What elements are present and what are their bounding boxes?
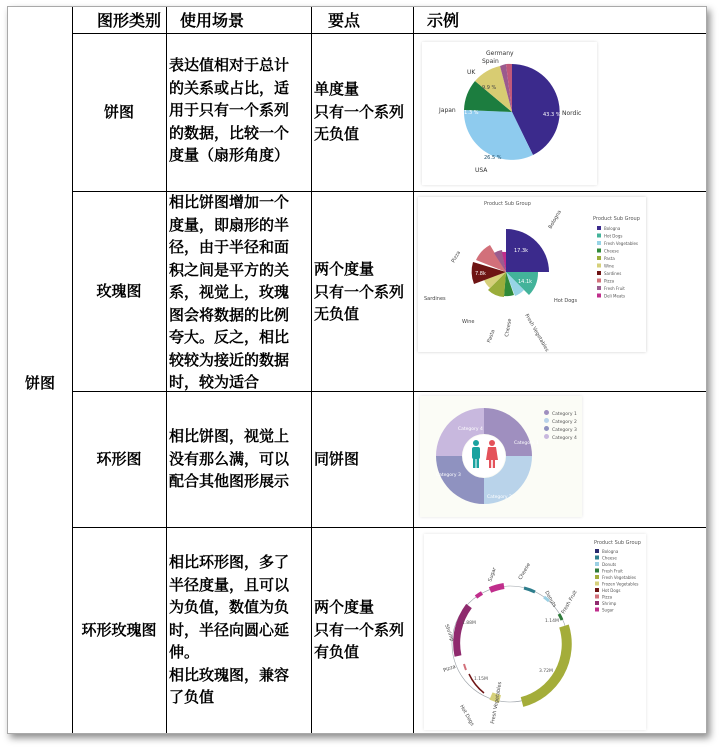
legend-label: Fresh Fruit: [604, 286, 625, 291]
scene-line: 相比玫瑰图，兼容: [169, 665, 290, 684]
legend-swatch: [597, 241, 601, 245]
points-line: 只有一个系列: [314, 620, 405, 639]
ring-arc-fresh-vegetables: [522, 626, 567, 702]
rose-axis-hotdogs: Hot Dogs: [554, 298, 578, 304]
points-ring-rose: [314, 596, 414, 664]
grid-line: [72, 191, 706, 192]
male-icon: [473, 458, 476, 468]
legend-label: Cheese: [604, 248, 619, 254]
legend-swatch: [595, 575, 599, 579]
donut-legend: [544, 410, 577, 441]
header-example: 示例: [427, 11, 460, 30]
rose-axis-wine: Wine: [462, 319, 475, 325]
scene-line: 较较为接近的数据: [169, 350, 290, 369]
scene-line: 了负值: [169, 688, 215, 706]
ring-arc-sugar: [476, 593, 482, 597]
legend-label: Frozen Vegetables: [602, 581, 639, 587]
scene-line: 的数据，比较一个: [169, 123, 290, 142]
row-name-rose: 玫瑰图: [96, 281, 142, 300]
legend-swatch: [544, 434, 549, 439]
legend-swatch: [597, 294, 601, 298]
legend-label: Donuts: [602, 562, 617, 567]
donut-label-category3: Category 3: [436, 473, 461, 478]
scene-line: 径，由于半径和面: [169, 238, 290, 256]
legend-swatch: [595, 608, 599, 612]
grid-line: [72, 527, 706, 528]
male-icon: [472, 447, 480, 459]
header-type: 图形类别: [97, 11, 162, 30]
ring-arc-pizza: [464, 664, 466, 670]
ring-rose-chart: [424, 534, 646, 730]
row-name-donut: 环形图: [96, 449, 142, 468]
grid-line: [72, 391, 706, 392]
ring-axis-shrimp: Shrimp: [443, 623, 455, 643]
legend-swatch: [544, 418, 549, 423]
pie-chart: [422, 42, 597, 185]
ring-value-4: 1.15M: [474, 677, 488, 682]
legend-swatch: [597, 249, 601, 253]
rose-title: Product Sub Group: [484, 201, 531, 207]
points-line: 只有一个系列: [314, 282, 405, 301]
rose-chart: [418, 197, 646, 352]
legend-label: Fresh Fruit: [602, 568, 623, 574]
legend-label: Category 4: [552, 436, 577, 441]
example-rose-image: [418, 197, 646, 352]
legend-label: Bologna: [602, 549, 619, 554]
points-line: 有负值: [314, 643, 360, 661]
scene-line: 时，半径向圆心延: [169, 620, 290, 639]
legend-label: Sugar: [602, 607, 614, 613]
scene-ring-rose: [169, 551, 313, 709]
legend-label: Category 1: [552, 412, 577, 417]
ring-value-3: 3.72M: [539, 669, 553, 674]
ring-arc-fresh-fruit: [559, 614, 562, 620]
female-icon: [489, 460, 491, 468]
legend-swatch: [595, 601, 599, 605]
scene-line: 系，视觉上，玫瑰: [169, 283, 290, 301]
header-points: 要点: [328, 11, 361, 30]
scene-line: 半径度量，且可以: [169, 575, 290, 594]
pie-value-japan: 11.3 %: [461, 110, 479, 116]
ring-arc-sugar-2: [490, 586, 504, 590]
female-icon: [489, 440, 495, 446]
legend-label: Hot Dogs: [602, 588, 621, 593]
table-frame: [7, 6, 707, 734]
ring-axis-donuts: Donuts: [543, 590, 558, 609]
rose-axis-sardines: Sardines: [424, 296, 446, 302]
legend-swatch: [544, 426, 549, 431]
scene-line: 没有那么满，可以: [169, 449, 290, 468]
legend-label: Shrimp: [602, 601, 617, 606]
legend-swatch: [595, 569, 599, 573]
legend-label: Wine: [604, 263, 614, 269]
male-icon: [477, 458, 480, 468]
legend-swatch: [597, 256, 601, 260]
example-ring-rose-image: [424, 534, 646, 730]
points-line: 无负值: [314, 305, 360, 323]
scene-line: 伸。: [169, 643, 200, 661]
scene-line: 为负值，数值为负: [169, 598, 290, 616]
legend-swatch: [597, 286, 601, 290]
ring-axis-cheese: Cheese: [517, 561, 532, 581]
legend-swatch: [544, 410, 549, 415]
legend-swatch: [597, 271, 601, 275]
rose-value-sardines: 7.8k: [475, 271, 486, 277]
points-line: 两个度量: [314, 260, 375, 278]
pie-label-spain: Spain: [482, 58, 499, 65]
donut-label-category4: Category 4: [458, 427, 483, 432]
ring-axis-fresh-fruit: Fresh Fruit: [560, 589, 579, 615]
example-donut-image: [420, 396, 582, 517]
points-line: 同饼图: [314, 450, 360, 468]
legend-swatch: [597, 279, 601, 283]
donut-label-category2: Category 2: [487, 495, 512, 500]
donut-label-category1: Category 1: [514, 441, 539, 446]
pie-value-usa: 26.5 %: [484, 155, 502, 161]
legend-label: Fresh Vegetables: [604, 241, 639, 246]
pie-label-uk: UK: [467, 69, 476, 76]
scene-line: 图会将数据的比例: [169, 305, 290, 324]
ring-legend-title: Product Sub Group: [594, 540, 641, 546]
scene-line: 相比饼图增加一个: [169, 193, 290, 211]
ring-axis-hot-dogs: Hot Dogs: [458, 704, 475, 727]
scene-donut: [169, 425, 313, 493]
scene-line: 积之间是平方的关: [169, 260, 290, 279]
legend-label: Category 3: [552, 428, 577, 433]
points-pie: [314, 78, 414, 146]
scene-line: 用于只有一个系列: [169, 101, 290, 119]
female-icon: [486, 447, 498, 460]
points-line: 两个度量: [314, 598, 375, 616]
ring-arc-shrimp: [457, 606, 469, 656]
points-line: 只有一个系列: [314, 102, 405, 121]
legend-label: Pasta: [604, 256, 615, 261]
rose-axis-bologna: Bologna: [547, 209, 563, 230]
ring-axis-fresh-vegetables: Fresh Vegetables: [490, 681, 504, 725]
legend-label: Sardines: [604, 271, 622, 276]
pie-label-japan: Japan: [439, 107, 456, 114]
rose-axis-pasta: Pasta: [486, 328, 497, 344]
points-donut: [314, 448, 414, 471]
legend-label: Hot Dogs: [604, 233, 623, 239]
legend-swatch: [595, 588, 599, 592]
donut-hole: [463, 435, 505, 477]
points-line: 单度量: [314, 80, 360, 98]
legend-swatch: [595, 595, 599, 599]
scene-line: 配合其他图形展示: [169, 472, 290, 490]
pie-label-nordic: Nordic: [562, 110, 582, 117]
pie-label-germany: Germany: [486, 50, 514, 57]
scene-line: 相比环形图，多了: [169, 553, 290, 571]
points-line: 无负值: [314, 125, 360, 143]
legend-label: Pizza: [602, 594, 613, 600]
ring-axis-pizza: Pizza: [442, 663, 457, 674]
scene-line: 度量，即扇形的半: [169, 215, 290, 234]
example-pie-image: [422, 42, 597, 185]
ring-value-1: 1.14M: [545, 619, 559, 624]
grid-line: [166, 7, 167, 733]
legend-label: Cheese: [602, 555, 617, 561]
rose-legend-title: Product Sub Group: [593, 216, 640, 222]
legend-swatch: [597, 264, 601, 268]
scene-line: 的关系或占比，适: [169, 78, 290, 97]
scene-line: 表达值相对于总计: [169, 56, 290, 74]
legend-swatch: [595, 556, 599, 560]
legend-label: Category 2: [552, 420, 577, 425]
rose-axis-fresh-veg: Fresh Vegetables: [523, 313, 550, 352]
ring-axis-sugar: Sugar: [487, 566, 498, 583]
pie-value-nordic: 43.3 %: [543, 112, 561, 118]
rose-legend: [597, 226, 638, 299]
scene-line: 时，较为适合: [169, 373, 260, 391]
legend-label: Deli Meats: [604, 293, 626, 299]
rose-axis-cheese: Cheese: [504, 318, 514, 338]
donut-chart: [420, 396, 582, 517]
scene-line: 相比饼图，视觉上: [169, 427, 290, 445]
rose-value-hotdogs: 14.1k: [518, 279, 533, 285]
legend-swatch: [595, 582, 599, 586]
male-icon: [473, 440, 479, 446]
row-name-ring-rose: 环形玫瑰图: [81, 620, 157, 639]
grid-line: [72, 33, 706, 34]
row-name-pie: 饼图: [103, 102, 134, 121]
ring-arc-cheese: [524, 588, 535, 592]
points-rose: [314, 258, 414, 326]
legend-swatch: [595, 549, 599, 553]
scene-rose: [169, 191, 313, 394]
legend-label: Fresh Vegetables: [602, 575, 637, 580]
group-label: 饼图: [24, 373, 55, 392]
scene-line: 度量（扇形角度）: [169, 146, 290, 164]
rose-value-bologna: 17.3k: [514, 248, 529, 254]
legend-swatch: [595, 562, 599, 566]
legend-swatch: [597, 234, 601, 238]
ring-legend: [595, 549, 638, 613]
header-scene: 使用场景: [180, 11, 245, 30]
pie-value-uk: 9.9 %: [482, 85, 497, 91]
pie-label-usa: USA: [475, 167, 488, 174]
legend-label: Bologna: [604, 226, 621, 231]
rose-axis-pizza: Pizza: [450, 250, 463, 264]
legend-swatch: [597, 226, 601, 230]
legend-label: Pizza: [604, 278, 615, 284]
scene-pie: [169, 54, 313, 167]
ring-value-2: 1.88M: [462, 621, 476, 626]
scene-line: 夸大。反之，相比: [169, 328, 290, 346]
female-icon: [493, 460, 495, 468]
